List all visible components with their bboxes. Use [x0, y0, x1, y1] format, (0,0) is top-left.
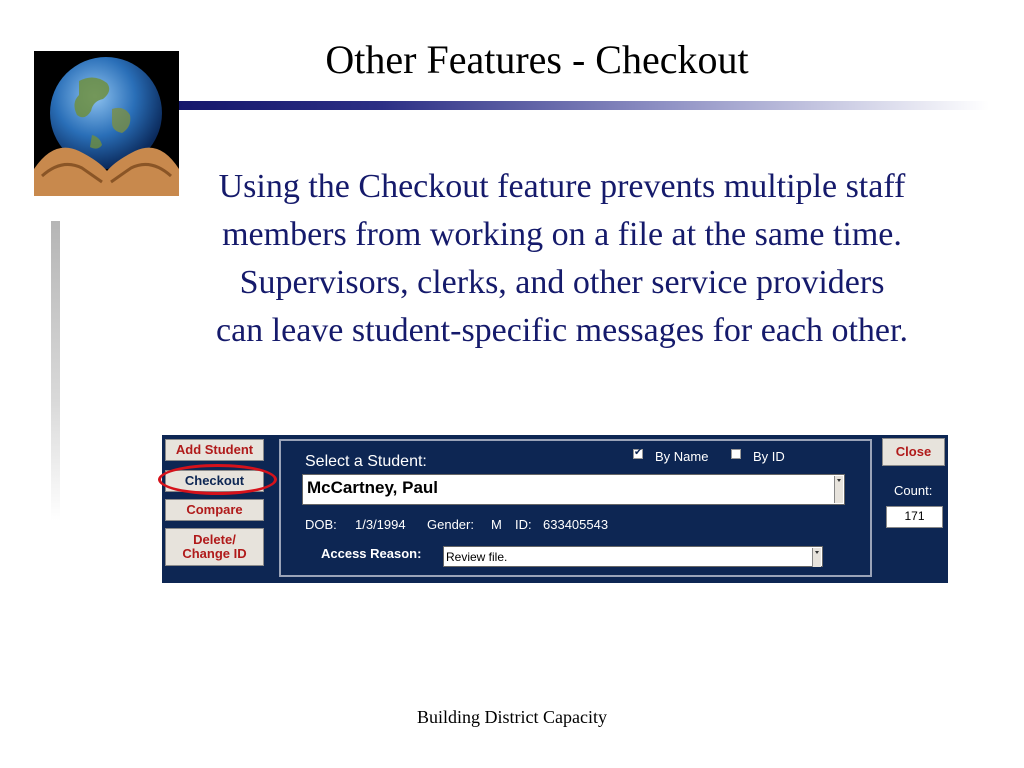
- add-student-button[interactable]: Add Student: [165, 439, 264, 461]
- side-divider: [51, 221, 60, 521]
- slide-footer: Building District Capacity: [417, 707, 607, 727]
- select-student-label: Select a Student:: [305, 453, 427, 470]
- slide-title: Other Features - Checkout: [325, 37, 749, 82]
- dob-value: 1/3/1994: [355, 517, 406, 532]
- id-label: ID:: [515, 517, 532, 532]
- id-value: 633405543: [543, 517, 609, 532]
- by-name-checkbox[interactable]: [633, 449, 643, 459]
- student-select-value: McCartney, Paul: [307, 478, 439, 497]
- by-id-label: By ID: [753, 449, 785, 464]
- compare-button[interactable]: Compare: [165, 499, 264, 521]
- gender-value: M: [491, 517, 502, 532]
- checkout-app-window: [162, 435, 948, 583]
- dob-label: DOB:: [305, 517, 337, 532]
- student-select-panel: [279, 439, 872, 577]
- student-select-dropdown[interactable]: [302, 474, 845, 505]
- by-name-label: By Name: [655, 449, 709, 464]
- access-reason-value: Review file.: [446, 550, 508, 564]
- count-label: Count:: [894, 483, 933, 498]
- delete-change-id-button[interactable]: Delete/ Change ID: [165, 528, 264, 566]
- gender-label: Gender:: [427, 517, 474, 532]
- title-divider: [179, 101, 989, 110]
- globe-in-hands-icon: [34, 51, 179, 196]
- by-id-checkbox[interactable]: [731, 449, 741, 459]
- dropdown-arrow-icon[interactable]: [834, 476, 843, 503]
- close-button[interactable]: Close: [882, 438, 945, 466]
- body-paragraph: Using the Checkout feature prevents multiple staff members from working on a file at the same time. Supervisors, clerks, and other service providers can leave student-specific messages for each other.: [216, 168, 908, 349]
- access-reason-label: Access Reason:: [321, 546, 422, 561]
- dropdown-arrow-icon[interactable]: [812, 548, 821, 567]
- count-value: 171: [886, 506, 943, 528]
- access-reason-dropdown[interactable]: [443, 546, 823, 567]
- checkout-button[interactable]: Checkout: [165, 470, 264, 492]
